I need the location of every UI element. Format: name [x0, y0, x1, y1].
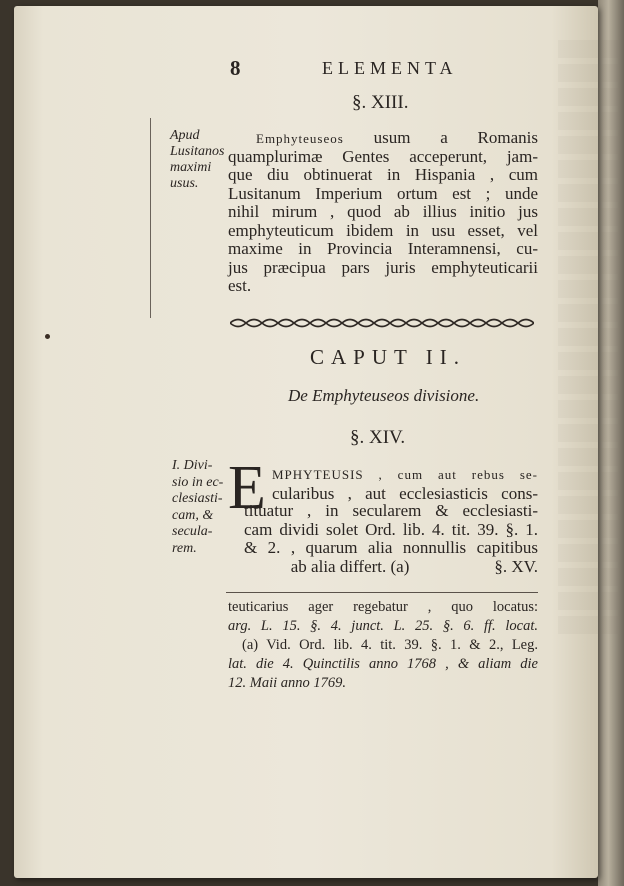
text-line: Lusitanum Imperium ortum est ; unde: [228, 183, 538, 203]
text-line: cam dividi solet Ord. lib. 4. tit. 39. §. 1.: [244, 519, 538, 539]
ornamental-rule: [230, 316, 534, 330]
section-14-heading: §. XIV.: [350, 427, 406, 448]
footnote-line: 12. Maii anno 1769.: [228, 675, 347, 691]
text-line: MPHYTEUSIS , cum aut rebus se-: [272, 467, 538, 482]
text-line: est.: [228, 276, 252, 295]
running-head: ELEMENTA: [322, 58, 458, 78]
footnote-line: arg. L. 15. §. 4. junct. L. 25. §. 6. ff. locat.: [228, 618, 538, 634]
footnotes: [228, 598, 538, 693]
first-word: Emphyteuseos: [256, 131, 344, 146]
page-number: 8: [230, 56, 241, 80]
text-line: [272, 465, 538, 485]
text-line: ab alia differt. (a) §. XV.: [290, 556, 538, 576]
side-note-line: Apud: [170, 128, 200, 143]
text-line: maxime in Provincia Interamnensi, cu-: [228, 239, 538, 258]
section-14-text: [244, 502, 538, 576]
text-line: jus præcipua pars juris emphyteuticarii: [228, 257, 538, 277]
footnote-line: teuticarius ager regebatur , quo locatus:: [228, 599, 538, 615]
margin-rule: [150, 118, 151, 318]
side-note-line: secula-: [172, 524, 213, 539]
footnote-line: lat. die 4. Quinctilis anno 1768 , & aliam die: [228, 656, 538, 672]
side-note-line: rem.: [172, 540, 197, 556]
side-note-line: clesiasti-: [172, 491, 223, 506]
section-13-text: [228, 148, 538, 296]
chapter-subtitle: De Emphyteuseos divisione.: [288, 386, 480, 405]
chapter-title: CAPUT II.: [310, 345, 466, 369]
text-line: & 2. , quarum alia nonnullis capitibus: [244, 538, 538, 557]
text-line: usum a Romanis: [343, 128, 538, 147]
ink-spot: [45, 334, 50, 339]
section-13-line-1-block: [256, 129, 538, 149]
text-line: que diu obtinuerat in Hispania , cum: [228, 165, 538, 184]
footnote-rule: [226, 592, 538, 593]
side-note-line: usus.: [170, 176, 199, 191]
text-line: quamplurimæ Gentes acceperunt, jam-: [228, 146, 538, 166]
side-note-line: I. Divi-: [172, 458, 213, 473]
side-note-line: cam, &: [172, 507, 214, 523]
side-note-line: Lusitanos: [170, 144, 225, 159]
footnote-line: (a) Vid. Ord. lib. 4. tit. 39. §. 1. & 2., Leg.: [242, 637, 538, 653]
section-13-heading: §. XIII.: [352, 92, 409, 113]
section-13-side-note: [170, 128, 224, 192]
text-line: emphyteuticum ibidem in usu esset, vel: [228, 220, 538, 240]
section-14-text-indented: [272, 465, 538, 503]
text-line: tituatur , in secularem & ecclesiasti-: [244, 501, 538, 520]
side-note-line: sio in ec-: [172, 474, 224, 490]
drop-cap: E: [228, 454, 266, 522]
side-note-line: maximi: [170, 160, 212, 175]
show-through-text: [558, 40, 618, 640]
section-14-side-note: [172, 458, 223, 557]
text-line: nihil mirum , quod ab illius initio jus: [228, 202, 538, 221]
text-line: cularibus , aut ecclesiasticis cons-: [272, 483, 538, 503]
